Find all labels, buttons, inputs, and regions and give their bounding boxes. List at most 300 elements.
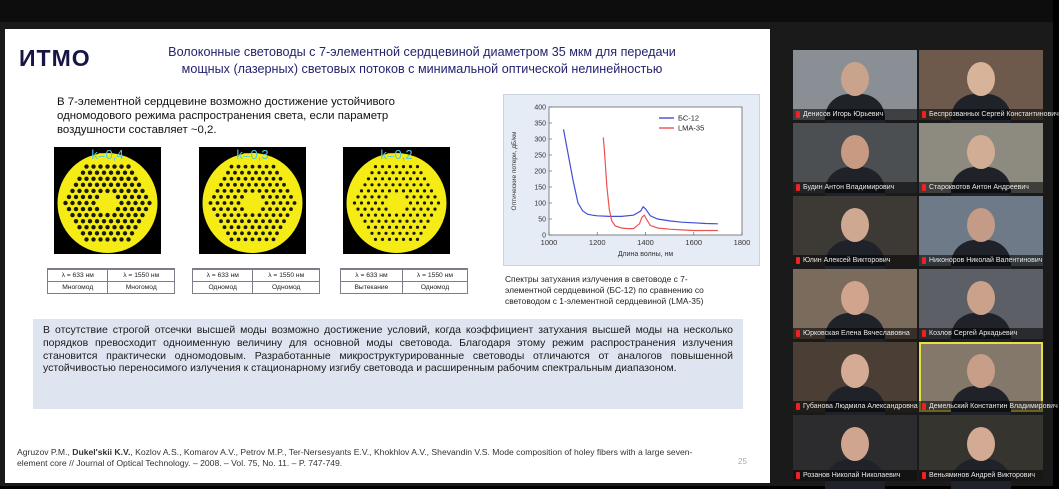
air-hole [279, 177, 283, 181]
air-hole [405, 195, 408, 198]
fiber-label: k=0,2 [380, 147, 413, 162]
air-hole [77, 189, 81, 193]
air-hole [370, 195, 373, 198]
participant-name-text: Козлов Сергей Аркадьевич [929, 330, 1018, 337]
air-hole [91, 213, 95, 217]
air-hole [275, 231, 279, 235]
air-hole [275, 195, 279, 199]
air-hole [81, 219, 85, 223]
air-hole [258, 238, 262, 242]
air-hole [237, 177, 241, 181]
y-tick-label: 250 [534, 152, 546, 160]
air-hole [233, 219, 237, 223]
air-hole [374, 177, 377, 180]
participant-name [919, 328, 1043, 339]
air-hole [67, 195, 71, 199]
air-hole [416, 238, 419, 241]
participant-tile[interactable] [793, 50, 917, 120]
participant-tile[interactable] [919, 196, 1043, 266]
air-hole [116, 207, 120, 211]
air-hole [123, 207, 127, 211]
air-hole [370, 183, 373, 186]
participant-name-text: Веньяминов Андрей Викторович [929, 472, 1036, 479]
air-hole [233, 171, 237, 175]
participant-name-text: Юрковская Елена Вячеславовна [803, 330, 910, 337]
air-hole [272, 189, 276, 193]
air-hole [133, 177, 137, 181]
air-hole [102, 219, 106, 223]
participant-tile[interactable] [793, 415, 917, 481]
air-hole [240, 207, 244, 211]
air-hole [402, 177, 405, 180]
air-hole [381, 177, 384, 180]
air-hole [67, 207, 71, 211]
air-hole [268, 219, 272, 223]
air-hole [395, 238, 398, 241]
air-hole [402, 189, 405, 192]
participant-face [967, 208, 995, 242]
air-hole [405, 232, 408, 235]
air-hole [140, 189, 144, 193]
participant-tile[interactable] [793, 342, 917, 412]
participant-name [793, 470, 917, 481]
air-hole [258, 177, 262, 181]
air-hole [130, 195, 134, 199]
mode-table-cell: Многомод [108, 281, 175, 293]
air-hole [265, 213, 269, 217]
air-hole [95, 219, 99, 223]
air-hole [63, 201, 67, 205]
air-hole [84, 177, 88, 181]
participant-face [841, 135, 869, 169]
air-hole [112, 164, 116, 168]
air-hole [91, 177, 95, 181]
air-hole [402, 238, 405, 241]
air-hole [275, 207, 279, 211]
air-hole [123, 195, 127, 199]
air-hole [258, 165, 262, 169]
air-hole [433, 195, 436, 198]
fiber-image-k02 [343, 147, 450, 254]
mode-table-cell: λ = 1550 нм [253, 269, 320, 281]
mic-muted-icon [922, 257, 926, 264]
air-hole [423, 226, 426, 229]
air-hole [84, 225, 88, 229]
air-hole [363, 208, 366, 211]
air-hole [377, 171, 380, 174]
air-hole [223, 225, 227, 229]
air-hole [130, 207, 134, 211]
y-tick-label: 300 [534, 136, 546, 144]
air-hole [412, 195, 415, 198]
y-tick-label: 50 [538, 216, 546, 224]
air-hole [244, 189, 248, 193]
air-hole [282, 207, 286, 211]
air-hole [384, 195, 387, 198]
air-hole [130, 219, 134, 223]
air-hole [95, 231, 99, 235]
air-hole [265, 238, 269, 242]
air-hole [416, 189, 419, 192]
air-hole [412, 232, 415, 235]
air-hole [74, 207, 78, 211]
participant-tile[interactable] [793, 269, 917, 339]
air-hole [388, 189, 391, 192]
participant-name-text: Юлин Алексей Викторович [803, 257, 891, 264]
mode-table [192, 268, 320, 294]
air-hole [119, 164, 123, 168]
air-hole [116, 231, 120, 235]
mic-muted-icon [922, 184, 926, 191]
air-hole [391, 220, 394, 223]
air-hole [133, 201, 137, 205]
air-hole [251, 189, 255, 193]
air-hole [265, 189, 269, 193]
x-tick-label: 1400 [637, 238, 654, 247]
air-hole [430, 201, 433, 204]
participant-tile[interactable] [919, 415, 1043, 481]
air-hole [226, 195, 230, 199]
air-hole [119, 189, 123, 193]
mode-table-cell: λ = 1550 нм [402, 269, 467, 281]
participant-name [793, 328, 917, 339]
air-hole [423, 201, 426, 204]
air-hole [119, 225, 123, 229]
air-hole [286, 213, 290, 217]
air-hole [395, 226, 398, 229]
mode-table-cell: Одномод [253, 281, 320, 293]
air-hole [77, 213, 81, 217]
participant-tile[interactable] [793, 196, 917, 266]
air-hole [237, 225, 241, 229]
air-hole [95, 171, 99, 175]
air-hole [384, 183, 387, 186]
participant-tile[interactable] [919, 50, 1059, 120]
slide-title-line: мощных (лазерных) световых потоков с минимальной оптической нелинейностью [181, 62, 663, 76]
x-tick-label: 1800 [733, 238, 751, 247]
participant-tile[interactable] [919, 269, 1043, 339]
air-hole [388, 177, 391, 180]
fiber-image-k03 [199, 147, 306, 254]
air-hole [105, 189, 109, 193]
air-hole [272, 225, 276, 229]
air-hole [219, 183, 223, 187]
air-hole [423, 177, 426, 180]
air-hole [293, 201, 297, 205]
air-hole [374, 165, 377, 168]
air-hole [254, 171, 258, 175]
air-hole [419, 220, 422, 223]
air-hole [126, 189, 130, 193]
air-hole [95, 207, 99, 211]
air-hole [126, 225, 130, 229]
air-hole [109, 183, 113, 187]
air-hole [223, 201, 227, 205]
air-hole [116, 195, 120, 199]
mic-muted-icon [796, 184, 800, 191]
air-hole [402, 226, 405, 229]
mic-muted-icon [922, 330, 926, 337]
air-hole [91, 201, 95, 205]
air-hole [409, 177, 412, 180]
air-hole [112, 189, 116, 193]
air-hole [216, 201, 220, 205]
air-hole [98, 225, 102, 229]
air-hole [405, 220, 408, 223]
air-hole [123, 183, 127, 187]
air-hole [279, 189, 283, 193]
air-hole [381, 214, 384, 217]
air-hole [426, 195, 429, 198]
participant-name-text: Будин Антон Владимирович [803, 184, 895, 191]
air-hole [244, 225, 248, 229]
air-hole [209, 201, 213, 205]
air-hole [133, 189, 137, 193]
air-hole [137, 207, 141, 211]
air-hole [409, 238, 412, 241]
air-hole [265, 165, 269, 169]
air-hole [123, 219, 127, 223]
participant-name-text: Денисов Игорь Юрьевич [803, 111, 884, 118]
air-hole [133, 213, 137, 217]
participant-face [967, 427, 995, 461]
air-hole [251, 225, 255, 229]
air-hole [384, 171, 387, 174]
air-hole [377, 183, 380, 186]
air-hole [240, 219, 244, 223]
participant-name-text: Демельский Константин Владимирович [929, 403, 1058, 410]
y-tick-label: 350 [534, 120, 546, 128]
air-hole [409, 201, 412, 204]
air-hole [286, 189, 290, 193]
air-hole [102, 171, 106, 175]
air-hole [360, 214, 363, 217]
air-hole [130, 231, 134, 235]
air-hole [247, 219, 251, 223]
air-hole [381, 238, 384, 241]
air-hole [144, 207, 148, 211]
air-hole [367, 214, 370, 217]
air-hole [105, 164, 109, 168]
mode-table-cell: Многомод [48, 281, 108, 293]
air-hole [230, 225, 234, 229]
air-hole [261, 231, 265, 235]
air-hole [119, 201, 123, 205]
air-hole [140, 201, 144, 205]
air-hole [147, 201, 151, 205]
air-hole [70, 189, 74, 193]
air-hole [275, 183, 279, 187]
air-hole [258, 225, 262, 229]
air-hole [88, 231, 92, 235]
mode-table-cell: λ = 633 нм [48, 269, 108, 281]
air-hole [105, 213, 109, 217]
mic-muted-icon [922, 111, 926, 118]
air-hole [409, 214, 412, 217]
air-hole [261, 219, 265, 223]
air-hole [381, 201, 384, 204]
air-hole [84, 164, 88, 168]
participant-tile[interactable] [793, 123, 917, 193]
x-tick-label: 1200 [588, 238, 606, 247]
air-hole [423, 214, 426, 217]
air-hole [98, 164, 102, 168]
air-hole [374, 226, 377, 229]
air-hole [416, 214, 419, 217]
air-hole [416, 177, 419, 180]
air-hole [412, 220, 415, 223]
air-hole [261, 195, 265, 199]
caption-line: элементной сердцевиной (БС-12) по сравнению со [505, 285, 704, 295]
air-hole [395, 177, 398, 180]
air-hole [367, 189, 370, 192]
air-hole [74, 195, 78, 199]
air-hole [88, 219, 92, 223]
air-hole [84, 213, 88, 217]
air-hole [268, 207, 272, 211]
air-hole [230, 189, 234, 193]
air-hole [91, 164, 95, 168]
air-hole [109, 219, 113, 223]
mode-table [340, 268, 468, 294]
air-hole [237, 238, 241, 242]
legend-label: LMA-35 [678, 123, 705, 133]
air-hole [381, 189, 384, 192]
air-hole [230, 201, 234, 205]
air-hole [409, 189, 412, 192]
air-hole [374, 238, 377, 241]
air-hole [398, 171, 401, 174]
air-hole [409, 165, 412, 168]
air-hole [426, 183, 429, 186]
air-hole [251, 238, 255, 242]
air-hole [244, 177, 248, 181]
participant-face [841, 354, 869, 388]
air-hole [233, 195, 237, 199]
air-hole [261, 183, 265, 187]
mode-table-cell: λ = 1550 нм [108, 269, 175, 281]
air-hole [360, 189, 363, 192]
y-tick-label: 400 [534, 104, 546, 112]
air-hole [437, 201, 440, 204]
air-hole [126, 201, 130, 205]
slide-title [117, 44, 727, 78]
air-hole [230, 177, 234, 181]
mode-table-cell: Одномод [402, 281, 467, 293]
participant-tile[interactable] [919, 123, 1043, 193]
participant-name [793, 182, 917, 193]
air-hole [272, 213, 276, 217]
air-hole [388, 226, 391, 229]
air-hole [251, 213, 255, 217]
air-hole [88, 171, 92, 175]
air-hole [409, 226, 412, 229]
air-hole [84, 189, 88, 193]
air-hole [402, 214, 405, 217]
air-hole [140, 213, 144, 217]
air-hole [377, 232, 380, 235]
participant-tile[interactable] [919, 342, 1058, 412]
air-hole [77, 177, 81, 181]
participant-face [841, 208, 869, 242]
air-hole [272, 201, 276, 205]
air-hole [137, 183, 141, 187]
slide-title-line: Волоконные световоды с 7-элементной сердцевиной диаметром 35 мкм для передачи [168, 45, 676, 59]
participant-face [841, 62, 869, 96]
air-hole [102, 183, 106, 187]
air-hole [88, 207, 92, 211]
fiber-cross-section [199, 147, 306, 254]
air-hole [119, 237, 123, 241]
air-hole [88, 195, 92, 199]
air-hole [233, 207, 237, 211]
air-hole [426, 220, 429, 223]
participant-name [919, 182, 1043, 193]
reference-rest: , Kozlov A.S., Komarov A.V., Petrov M.P., Ter-Nersesyants E.V., Khokhlov A.V., Shevandin V.S. Mode composition of holey fibers with a large seven-element core // Journal of Optical Technology. – 2008. – Vol. 75, No. 11. – P. 747-749. [17, 447, 693, 468]
air-hole [223, 213, 227, 217]
air-hole [91, 237, 95, 241]
air-hole [109, 171, 113, 175]
air-hole [130, 183, 134, 187]
air-hole [272, 177, 276, 181]
air-hole [391, 183, 394, 186]
air-hole [137, 195, 141, 199]
air-hole [233, 231, 237, 235]
air-hole [74, 219, 78, 223]
air-hole [244, 213, 248, 217]
air-hole [367, 177, 370, 180]
air-hole [398, 220, 401, 223]
air-hole [112, 225, 116, 229]
air-hole [261, 207, 265, 211]
air-hole [116, 219, 120, 223]
participant-name [793, 255, 917, 266]
x-axis-label: Длина волны, нм [617, 251, 674, 258]
air-hole [405, 171, 408, 174]
caption-line: Спектры затухания излучения в световоде с 7- [505, 274, 688, 284]
air-hole [370, 171, 373, 174]
participant-name-text: Беспрозванных Сергей Константинович [929, 111, 1059, 118]
intro-text [57, 95, 477, 137]
mic-muted-icon [796, 111, 800, 118]
mode-table-cell: Вытекание [341, 281, 403, 293]
chart-caption [505, 274, 761, 307]
air-hole [226, 231, 230, 235]
air-hole [374, 189, 377, 192]
air-hole [244, 238, 248, 242]
air-hole [70, 201, 74, 205]
presentation-slide [5, 29, 770, 483]
air-hole [279, 213, 283, 217]
mode-table-cell: λ = 633 нм [341, 269, 403, 281]
participant-face [967, 354, 995, 388]
air-hole [240, 183, 244, 187]
participant-face [967, 281, 995, 315]
air-hole [363, 183, 366, 186]
air-hole [247, 183, 251, 187]
air-hole [126, 237, 130, 241]
y-tick-label: 100 [534, 200, 546, 208]
air-hole [258, 189, 262, 193]
air-hole [416, 165, 419, 168]
air-hole [398, 183, 401, 186]
mode-table [47, 268, 175, 294]
air-hole [395, 165, 398, 168]
air-hole [381, 165, 384, 168]
air-hole [377, 195, 380, 198]
participant-name-text: Никоноров Николай Валентинович [929, 257, 1043, 264]
air-hole [84, 237, 88, 241]
